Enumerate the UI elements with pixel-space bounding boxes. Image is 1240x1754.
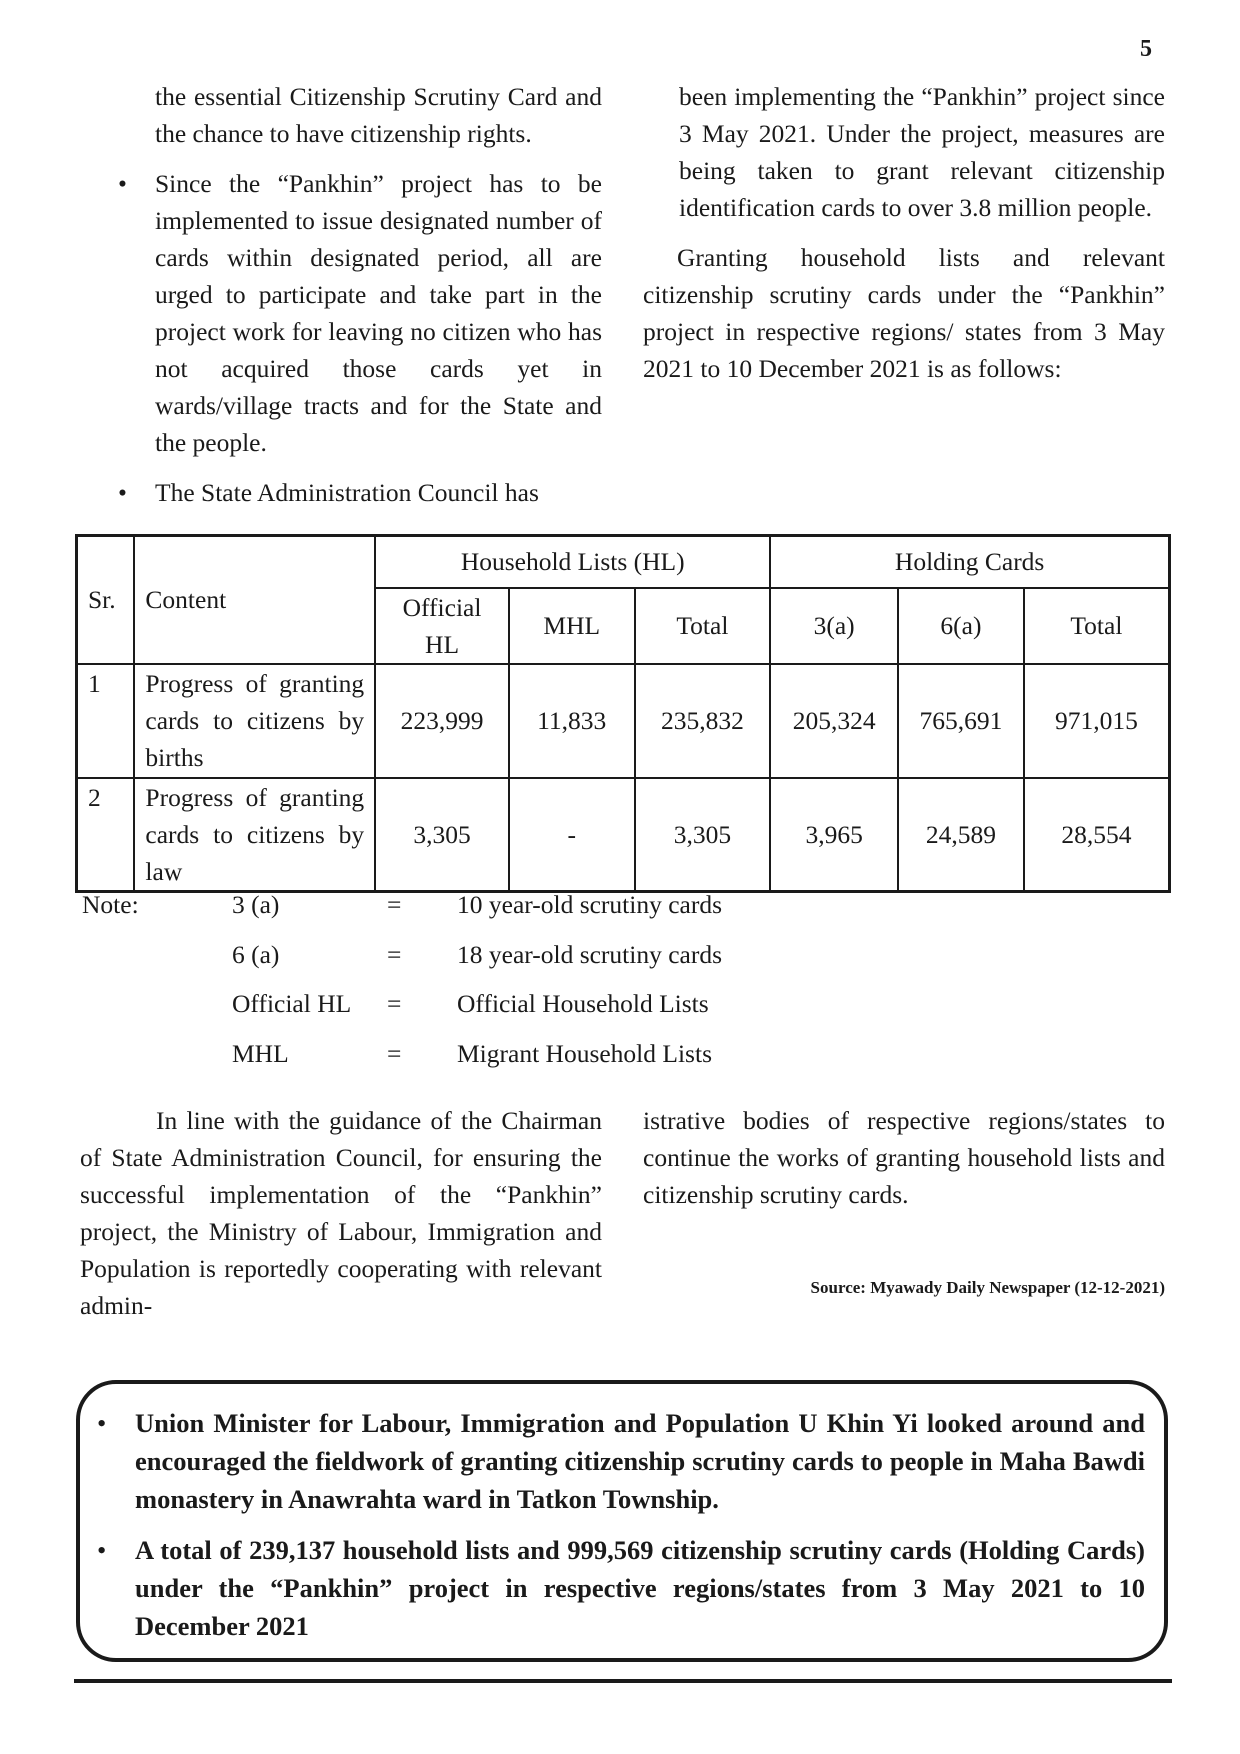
cell-sr: 2 [77, 778, 135, 892]
cell-content: Progress of granting cards to citizens by law [134, 778, 375, 892]
bullet-item [118, 474, 602, 511]
header-holding-cards: Holding Cards [770, 536, 1169, 588]
bottom-left-paragraph [80, 1102, 602, 1324]
cell-hl-total: 3,305 [635, 778, 771, 892]
cell-cards-total: 971,015 [1024, 664, 1170, 778]
table-notes [82, 886, 982, 1084]
bullet-dot-icon: • [97, 1408, 107, 1438]
cell-official-hl: 3,305 [375, 778, 509, 892]
note-row [82, 1035, 982, 1085]
bullet-text: The State Administration Council has [155, 478, 539, 507]
right-paragraph: been implementing the “Pankhin” project since 3 May 2021. Under the project, measures are being taken to grant relevant citizenship identification cards to over 3.8 million people. [679, 82, 1165, 222]
source-citation: Source: Myawady Daily Newspaper (12-12-2021) [810, 1278, 1165, 1297]
cell-cards-total: 28,554 [1024, 778, 1170, 892]
header-official-hl: Official HL [375, 588, 509, 664]
note-row [82, 985, 982, 1035]
left-column [118, 78, 602, 511]
highlight-text: Union Minister for Labour, Immigration and Population U Khin Yi looked around and encouraged the fieldwork of granting citizenship scrutiny cards to people in Maha Bawdi monastery in Anawrahta ward in Tatkon Township. [135, 1408, 1145, 1514]
note-equals: = [387, 939, 402, 969]
highlight-list [97, 1404, 1145, 1658]
note-definition: 10 year-old scrutiny cards [457, 890, 723, 919]
note-term: 3 (a) [232, 890, 280, 919]
bottom-left-text: In line with the guidance of the Chairman of State Administration Council, for ensuring the successful implementation of the “Pankhin” project, the Ministry of Labour, Immigration and Population is reportedly cooperating with relevant admin- [80, 1106, 602, 1320]
header-household-lists: Household Lists (HL) [375, 536, 770, 588]
right-column [643, 78, 1165, 387]
header-hl-total: Total [635, 588, 771, 664]
left-paragraph: the essential Citizenship Scrutiny Card and the chance to have citizenship rights. [155, 82, 602, 148]
bottom-right-text: istrative bodies of respective regions/states to continue the works of granting household lists and citizenship scrutiny cards. [643, 1106, 1165, 1209]
highlight-box [76, 1380, 1168, 1662]
cell-3a: 205,324 [770, 664, 898, 778]
note-row [82, 886, 982, 936]
header-cards-total: Total [1024, 588, 1170, 664]
highlight-text: A total of 239,137 household lists and 999,569 citizenship scrutiny cards (Holding Cards) under the “Pankhin” project in respective regions/states from 3 May 2021 to 10 December 2021 [135, 1535, 1145, 1641]
cell-sr: 1 [77, 664, 135, 778]
bullet-item [118, 165, 602, 461]
note-equals: = [387, 890, 402, 919]
table-row [77, 778, 1170, 892]
cell-6a: 24,589 [898, 778, 1024, 892]
cell-3a: 3,965 [770, 778, 898, 892]
bullet-dot-icon: • [97, 1535, 107, 1565]
table-row [77, 664, 1170, 778]
cell-mhl: 11,833 [509, 664, 635, 778]
household-cards-table [75, 534, 1171, 893]
highlight-item [97, 1531, 1145, 1645]
bullet-dot-icon: • [118, 169, 127, 198]
bottom-right-paragraph [643, 1102, 1165, 1213]
right-paragraph: Granting household lists and relevant citizenship scrutiny cards under the “Pankhin” project in respective regions/ states from 3 May 2021 to 10 December 2021 is as follows: [643, 243, 1165, 383]
header-sr: Sr. [77, 536, 135, 664]
cell-6a: 765,691 [898, 664, 1024, 778]
cell-official-hl: 223,999 [375, 664, 509, 778]
note-label: Note: [82, 890, 139, 919]
header-6a: 6(a) [898, 588, 1024, 664]
cell-content: Progress of granting cards to citizens by births [134, 664, 375, 778]
page-number: 5 [1140, 36, 1152, 62]
note-equals: = [387, 1038, 402, 1068]
note-equals: = [387, 989, 402, 1018]
note-term: Official HL [232, 989, 352, 1018]
note-term: 6 (a) [232, 939, 280, 969]
bullet-dot-icon: • [118, 478, 127, 507]
note-definition: Official Household Lists [457, 989, 709, 1018]
bullet-text: Since the “Pankhin” project has to be implemented to issue designated number of cards within designated period, all are urged to participate and take part in the project work for leaving no citizen who has not acquired those cards yet in wards/village tracts and for the State and the people. [155, 169, 602, 457]
header-3a: 3(a) [770, 588, 898, 664]
note-term: MHL [232, 1038, 289, 1068]
note-definition: Migrant Household Lists [457, 1038, 712, 1068]
header-content: Content [134, 536, 375, 664]
header-mhl: MHL [509, 588, 635, 664]
note-definition: 18 year-old scrutiny cards [457, 939, 723, 969]
cell-mhl: - [509, 778, 635, 892]
bottom-rule [74, 1679, 1172, 1683]
cell-hl-total: 235,832 [635, 664, 771, 778]
note-row [82, 936, 982, 986]
highlight-item [97, 1404, 1145, 1518]
